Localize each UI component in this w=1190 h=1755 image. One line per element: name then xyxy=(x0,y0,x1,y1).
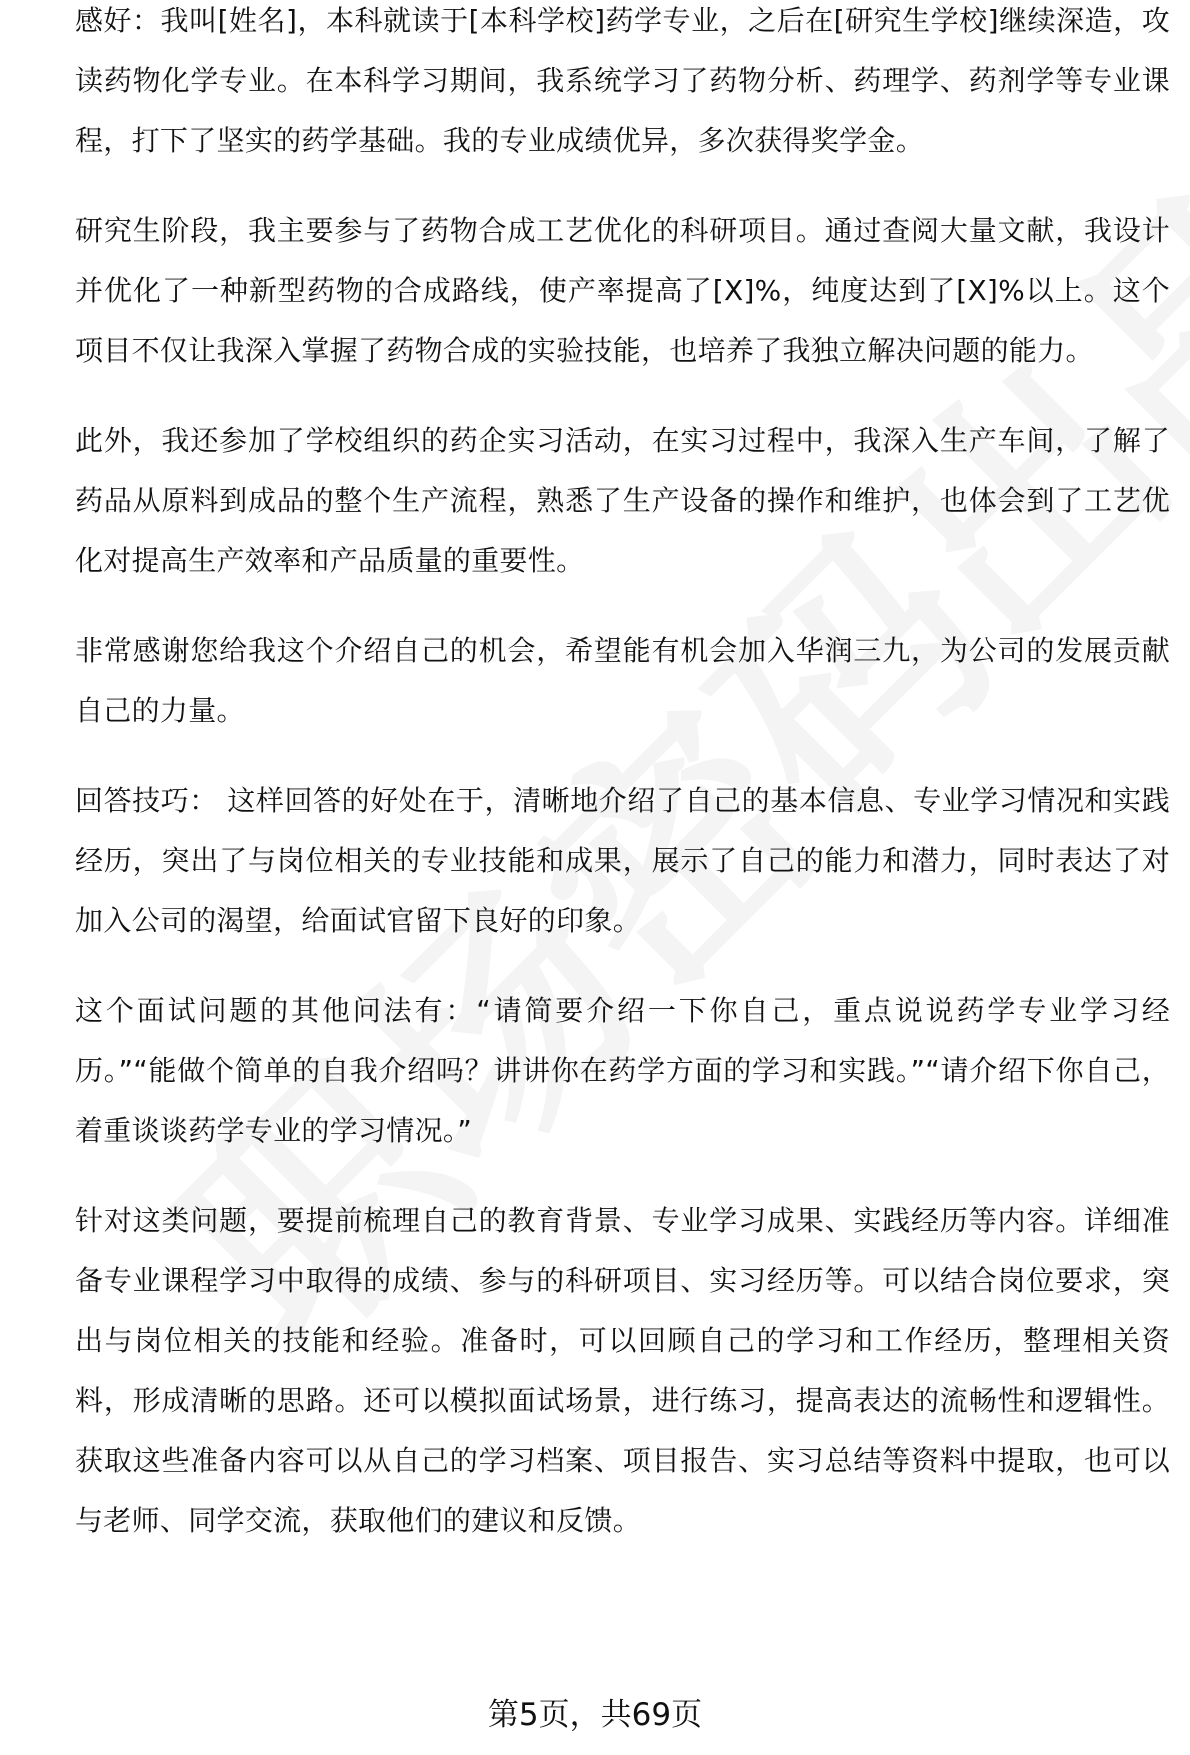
page-number: 第5页，共69页 xyxy=(487,1697,703,1733)
paragraph-internship: 此外，我还参加了学校组织的药企实习活动，在实习过程中，我深入生产车间，了解了药品从原料到成品的整个生产流程，熟悉了生产设备的操作和维护，也体会到了工艺优化对提高生产效率和产品质量的重要性。 xyxy=(75,424,1170,577)
paragraph-research: 研究生阶段，我主要参与了药物合成工艺优化的科研项目。通过查阅大量文献，我设计并优化了一种新型药物的合成路线，使产率提高了[X]%，纯度达到了[X]%以上。这个项目不仅让我深入掌握了药物合成的实验技能，也培养了我独立解决问题的能力。 xyxy=(75,214,1170,367)
paragraph-alternative-questions: 这个面试问题的其他问法有：“请简要介绍一下你自己，重点说说药学专业学习经历。”“能做个简单的自我介绍吗？讲讲你在药学方面的学习和实践。”“请介绍下你自己，着重谈谈药学专业的学习情况。” xyxy=(75,994,1170,1147)
paragraph-preparation: 针对这类问题，要提前梳理自己的教育背景、专业学习成果、实践经历等内容。详细准备专业课程学习中取得的成绩、参与的科研项目、实习经历等。可以结合岗位要求，突出与岗位相关的技能和经验。准备时，可以回顾自己的学习和工作经历，整理相关资料，形成清晰的思路。还可以模拟面试场景，进行练习，提高表达的流畅性和逻辑性。获取这些准备内容可以从自己的学习档案、项目报告、实习总结等资料中提取，也可以与老师、同学交流，获取他们的建议和反馈。 xyxy=(75,1204,1170,1537)
document-body xyxy=(75,0,1170,1581)
paragraph-answer-tips: 回答技巧： 这样回答的好处在于，清晰地介绍了自己的基本信息、专业学习情况和实践经历，突出了与岗位相关的专业技能和成果，展示了自己的能力和潜力，同时表达了对加入公司的渴望，给面试官留下良好的印象。 xyxy=(75,784,1170,937)
paragraph-thanks: 非常感谢您给我这个介绍自己的机会，希望能有机会加入华润三九，为公司的发展贡献自己的力量。 xyxy=(75,634,1170,727)
paragraph-intro: 感好：我叫[姓名]，本科就读于[本科学校]药学专业，之后在[研究生学校]继续深造，攻读药物化学专业。在本科学习期间，我系统学习了药物分析、药理学、药剂学等专业课程，打下了坚实的药学基础。我的专业成绩优异，多次获得奖学金。 xyxy=(75,4,1170,157)
